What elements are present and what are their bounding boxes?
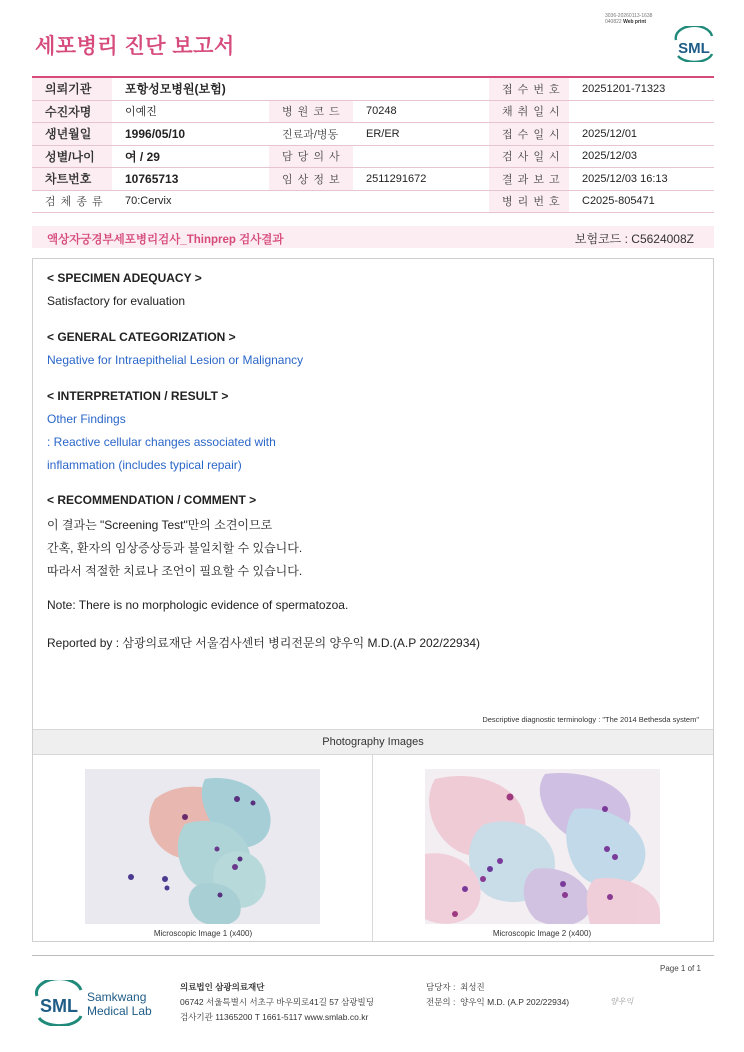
sml-logo <box>672 26 716 62</box>
photo-header: Photography Images <box>33 729 713 755</box>
hospital-code-label: 병 원 코 드 <box>269 100 353 123</box>
caption-image-2: Microscopic Image 2 (x400) <box>492 929 592 938</box>
recommendation-header: < RECOMMENDATION / COMMENT > <box>47 493 257 507</box>
institution-label: 의뢰기관 <box>32 77 112 100</box>
hospital-code-value: 70248 <box>353 100 489 123</box>
doctor-value <box>353 145 489 168</box>
microscopic-image-1 <box>85 769 320 924</box>
print-code-num: 040822 <box>605 19 622 25</box>
dept-label: 진료과/병동 <box>269 123 353 146</box>
exam-name: 액상자궁경부세포병리검사_Thinprep 검사결과 <box>47 234 284 246</box>
clinical-value: 2511291672 <box>353 168 489 191</box>
recommendation-line-2: 간혹, 환자의 임상증상등과 불일치할 수 있습니다. <box>47 541 303 555</box>
specialist-label: 전문의 : <box>426 997 456 1007</box>
reported-by: Reported by : 삼광의료재단 서울검사센터 병리전문의 양우익 M.D.(A.P 202/22934) <box>47 636 481 650</box>
interpretation-line-1: Other Findings <box>47 412 126 426</box>
institution-value: 포항성모병원(보험) <box>112 77 489 100</box>
adequacy-text: Satisfactory for evaluation <box>47 294 186 308</box>
table-row <box>32 77 714 100</box>
caption-image-1: Microscopic Image 1 (x400) <box>153 929 253 938</box>
microscopic-image-2 <box>425 769 660 924</box>
category-text: Negative for Intraepithelial Lesion or Malignancy <box>47 353 304 367</box>
table-row <box>32 123 714 146</box>
path-no-label: 병 리 번 호 <box>489 190 569 213</box>
collect-date-value <box>569 100 714 123</box>
samkwang-logo <box>35 980 165 1026</box>
table-row <box>32 190 714 213</box>
report-label: 결 과 보 고 <box>489 168 569 191</box>
staff-label: 담당자 : <box>426 982 456 992</box>
specialist-name: 양우익 M.D. (A.P 202/22934) <box>460 997 570 1007</box>
patient-info-table <box>32 76 714 213</box>
photo-divider <box>372 754 373 941</box>
receipt-no-value: 20251201-71323 <box>569 77 714 100</box>
chart-value: 10765713 <box>112 168 269 191</box>
footer-contact: 검사기관 11365200 T 1661-5117 www.smlab.co.kr <box>180 1012 369 1022</box>
interpretation-header: < INTERPRETATION / RESULT > <box>47 389 229 403</box>
footer-staff-info <box>426 980 569 1010</box>
specimen-value: 70:Cervix <box>112 190 489 213</box>
exam-bar <box>32 226 714 248</box>
result-box <box>32 258 714 942</box>
birth-label: 생년월일 <box>32 123 112 146</box>
print-code-line1: 3036-20260113-1638 <box>605 13 653 19</box>
sex-age-label: 성별/나이 <box>32 145 112 168</box>
recommendation-line-1: 이 결과는 "Screening Test"만의 소견이므로 <box>47 518 273 532</box>
table-row <box>32 100 714 123</box>
sex-age-value: 여 / 29 <box>112 145 269 168</box>
report-value: 2025/12/03 16:13 <box>569 168 714 191</box>
samkwang-logo-line2: Medical Lab <box>87 1004 152 1018</box>
terminology-note: Descriptive diagnostic terminology : "The 2014 Bethesda system" <box>482 715 699 724</box>
doctor-label: 담 당 의 사 <box>269 145 353 168</box>
staff-name: 최성진 <box>460 982 485 992</box>
category-header: < GENERAL CATEGORIZATION > <box>47 330 236 344</box>
samkwang-logo-sml: SML <box>40 996 78 1016</box>
receipt-date-label: 접 수 일 시 <box>489 123 569 146</box>
name-label: 수진자명 <box>32 100 112 123</box>
interpretation-line-2: : Reactive cellular changes associated with <box>47 435 276 449</box>
footer-org-info <box>180 980 374 1025</box>
insurance-code: 보험코드 : C5624008Z <box>574 232 694 246</box>
interpretation-line-3: inflammation (includes typical repair) <box>47 458 242 472</box>
footer-divider <box>32 955 714 956</box>
birth-value: 1996/05/10 <box>112 123 269 146</box>
sml-logo-text: SML <box>678 40 710 57</box>
footer-address: 06742 서울특별시 서초구 바우뫼로41길 57 삼광빌딩 <box>180 997 374 1007</box>
recommendation-line-3: 따라서 적절한 치료나 조언이 필요할 수 있습니다. <box>47 564 303 578</box>
name-value: 이예진 <box>112 100 269 123</box>
exam-date-value: 2025/12/03 <box>569 145 714 168</box>
chart-label: 차트번호 <box>32 168 112 191</box>
exam-date-label: 검 사 일 시 <box>489 145 569 168</box>
table-row <box>32 168 714 191</box>
web-print-label: Web print <box>623 19 647 25</box>
page-number: Page 1 of 1 <box>660 964 701 973</box>
specialist-signature: 양우익 <box>610 997 634 1006</box>
collect-date-label: 채 취 일 시 <box>489 100 569 123</box>
receipt-no-label: 접 수 번 호 <box>489 77 569 100</box>
dept-value: ER/ER <box>353 123 489 146</box>
receipt-date-value: 2025/12/01 <box>569 123 714 146</box>
clinical-label: 임 상 정 보 <box>269 168 353 191</box>
table-row <box>32 145 714 168</box>
print-code <box>605 13 725 25</box>
adequacy-header: < SPECIMEN ADEQUACY > <box>47 271 202 285</box>
samkwang-logo-line1: Samkwang <box>87 990 147 1004</box>
report-title: 세포병리 진단 보고서 <box>35 35 235 58</box>
specimen-label: 검 체 종 류 <box>32 190 112 213</box>
note-text: Note: There is no morphologic evidence of spermatozoa. <box>47 598 349 612</box>
path-no-value: C2025-805471 <box>569 190 714 213</box>
footer-org-name: 의료법인 삼광의료재단 <box>180 982 265 992</box>
